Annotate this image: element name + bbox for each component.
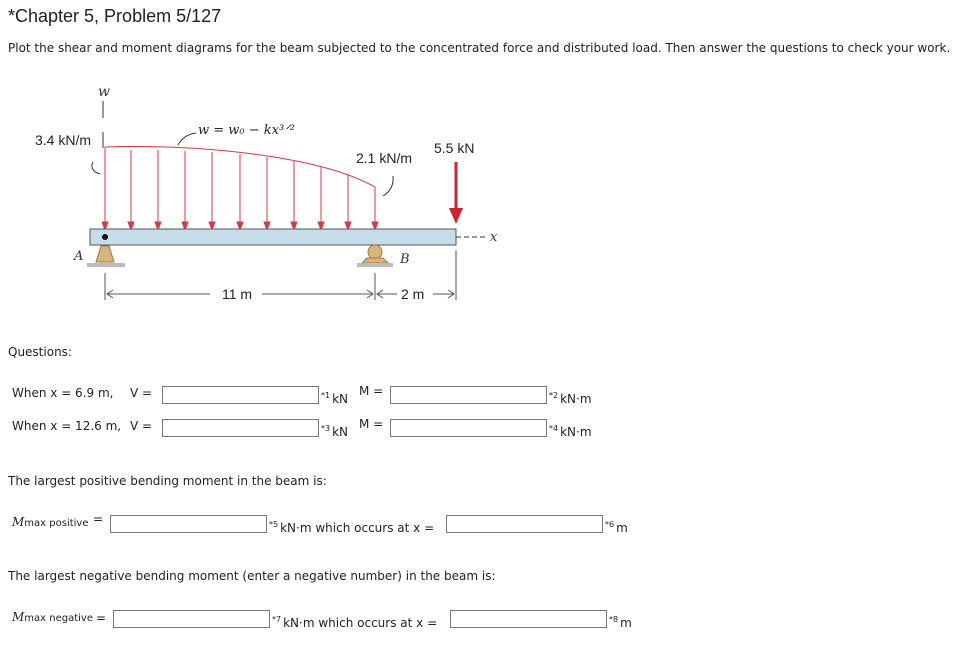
problem-instructions: Plot the shear and moment diagrams for the beam subjected to the concentrated force and distributed load. Then answer the questions to check your work. <box>8 41 951 55</box>
max-negative-x-unit: m <box>620 616 632 630</box>
q2-m-unit-wrap <box>547 424 592 439</box>
q2-moment-input[interactable] <box>390 419 547 437</box>
beam <box>90 229 456 245</box>
m-max-positive-symbol: M <box>12 515 25 529</box>
max-negative-marker: *7 <box>272 615 282 624</box>
q1-moment-input[interactable] <box>390 386 547 404</box>
max-positive-x-unit-wrap <box>603 520 628 535</box>
q1-m-unit-wrap <box>547 391 592 406</box>
w-left-label: 3.4 kN/m <box>35 132 92 148</box>
q1-shear-input[interactable] <box>162 386 319 404</box>
m-max-negative-symbol: M <box>12 610 25 624</box>
q1-v-label: V = <box>130 386 153 400</box>
q1-v-marker: *1 <box>321 391 331 400</box>
q2-v-label: V = <box>130 419 153 433</box>
beam-figure <box>0 70 560 320</box>
ground-a <box>87 263 125 267</box>
x-axis-label: x <box>490 230 498 245</box>
max-positive-unit: kN·m <box>280 521 312 535</box>
distributed-load-arrows <box>102 150 378 230</box>
max-positive-moment-input[interactable] <box>110 515 267 533</box>
q1-m-marker: *2 <box>549 391 559 400</box>
q1-prefix: When x = 6.9 m, <box>12 386 114 400</box>
w-mid-label: 2.1 kN/m <box>356 150 413 166</box>
questions-label: Questions: <box>8 345 72 359</box>
page-title: *Chapter 5, Problem 5/127 <box>8 6 222 26</box>
q2-prefix: When x = 12.6 m, <box>12 419 122 433</box>
m-max-negative-label <box>12 610 93 624</box>
max-negative-prompt: The largest negative bending moment (enter a negative number) in the beam is: <box>8 569 496 583</box>
load-equation: w = w₀ − kx³ᐟ² <box>198 123 295 138</box>
pin-a <box>102 234 108 240</box>
q1-v-unit-wrap <box>319 391 348 406</box>
m-max-negative-eq: = <box>96 611 107 625</box>
max-positive-x-marker: *6 <box>605 520 615 529</box>
max-negative-occurs: which occurs at x = <box>318 616 438 630</box>
m-max-positive-eq: = <box>93 512 104 526</box>
q2-m-label: M = <box>359 417 384 431</box>
w-axis-label: w <box>98 84 110 100</box>
max-positive-x-input[interactable] <box>446 515 603 533</box>
max-negative-x-input[interactable] <box>450 610 607 628</box>
support-b-label: B <box>400 252 410 267</box>
max-negative-unit-wrap <box>270 615 437 630</box>
q2-v-unit: kN <box>332 425 349 439</box>
support-b-roller <box>368 245 382 259</box>
m-max-positive-label <box>12 515 89 529</box>
support-a-label: A <box>74 249 84 264</box>
dim-b-end-label: 2 m <box>401 286 425 302</box>
max-positive-occurs: which occurs at x = <box>315 521 435 535</box>
dim-ab-label: 11 m <box>222 286 253 302</box>
q1-v-unit: kN <box>332 392 349 406</box>
q2-shear-input[interactable] <box>162 419 319 437</box>
q2-m-marker: *4 <box>549 424 559 433</box>
force-label: 5.5 kN <box>434 140 475 156</box>
q1-m-unit: kN·m <box>560 392 592 406</box>
support-a <box>96 246 114 262</box>
max-positive-unit-wrap <box>267 520 434 535</box>
max-negative-x-unit-wrap <box>607 615 632 630</box>
max-negative-x-marker: *8 <box>609 615 619 624</box>
m-max-negative-sub: max negative <box>24 613 93 624</box>
m-max-positive-sub: max positive <box>24 518 89 529</box>
ground-b <box>357 263 393 267</box>
max-positive-marker: *5 <box>269 520 279 529</box>
max-negative-unit: kN·m <box>283 616 315 630</box>
max-negative-moment-input[interactable] <box>113 610 270 628</box>
max-positive-x-unit: m <box>616 521 628 535</box>
q2-v-marker: *3 <box>321 424 331 433</box>
q1-m-label: M = <box>359 384 384 398</box>
max-positive-prompt: The largest positive bending moment in the beam is: <box>8 474 327 488</box>
q2-v-unit-wrap <box>319 424 348 439</box>
q2-m-unit: kN·m <box>560 425 592 439</box>
